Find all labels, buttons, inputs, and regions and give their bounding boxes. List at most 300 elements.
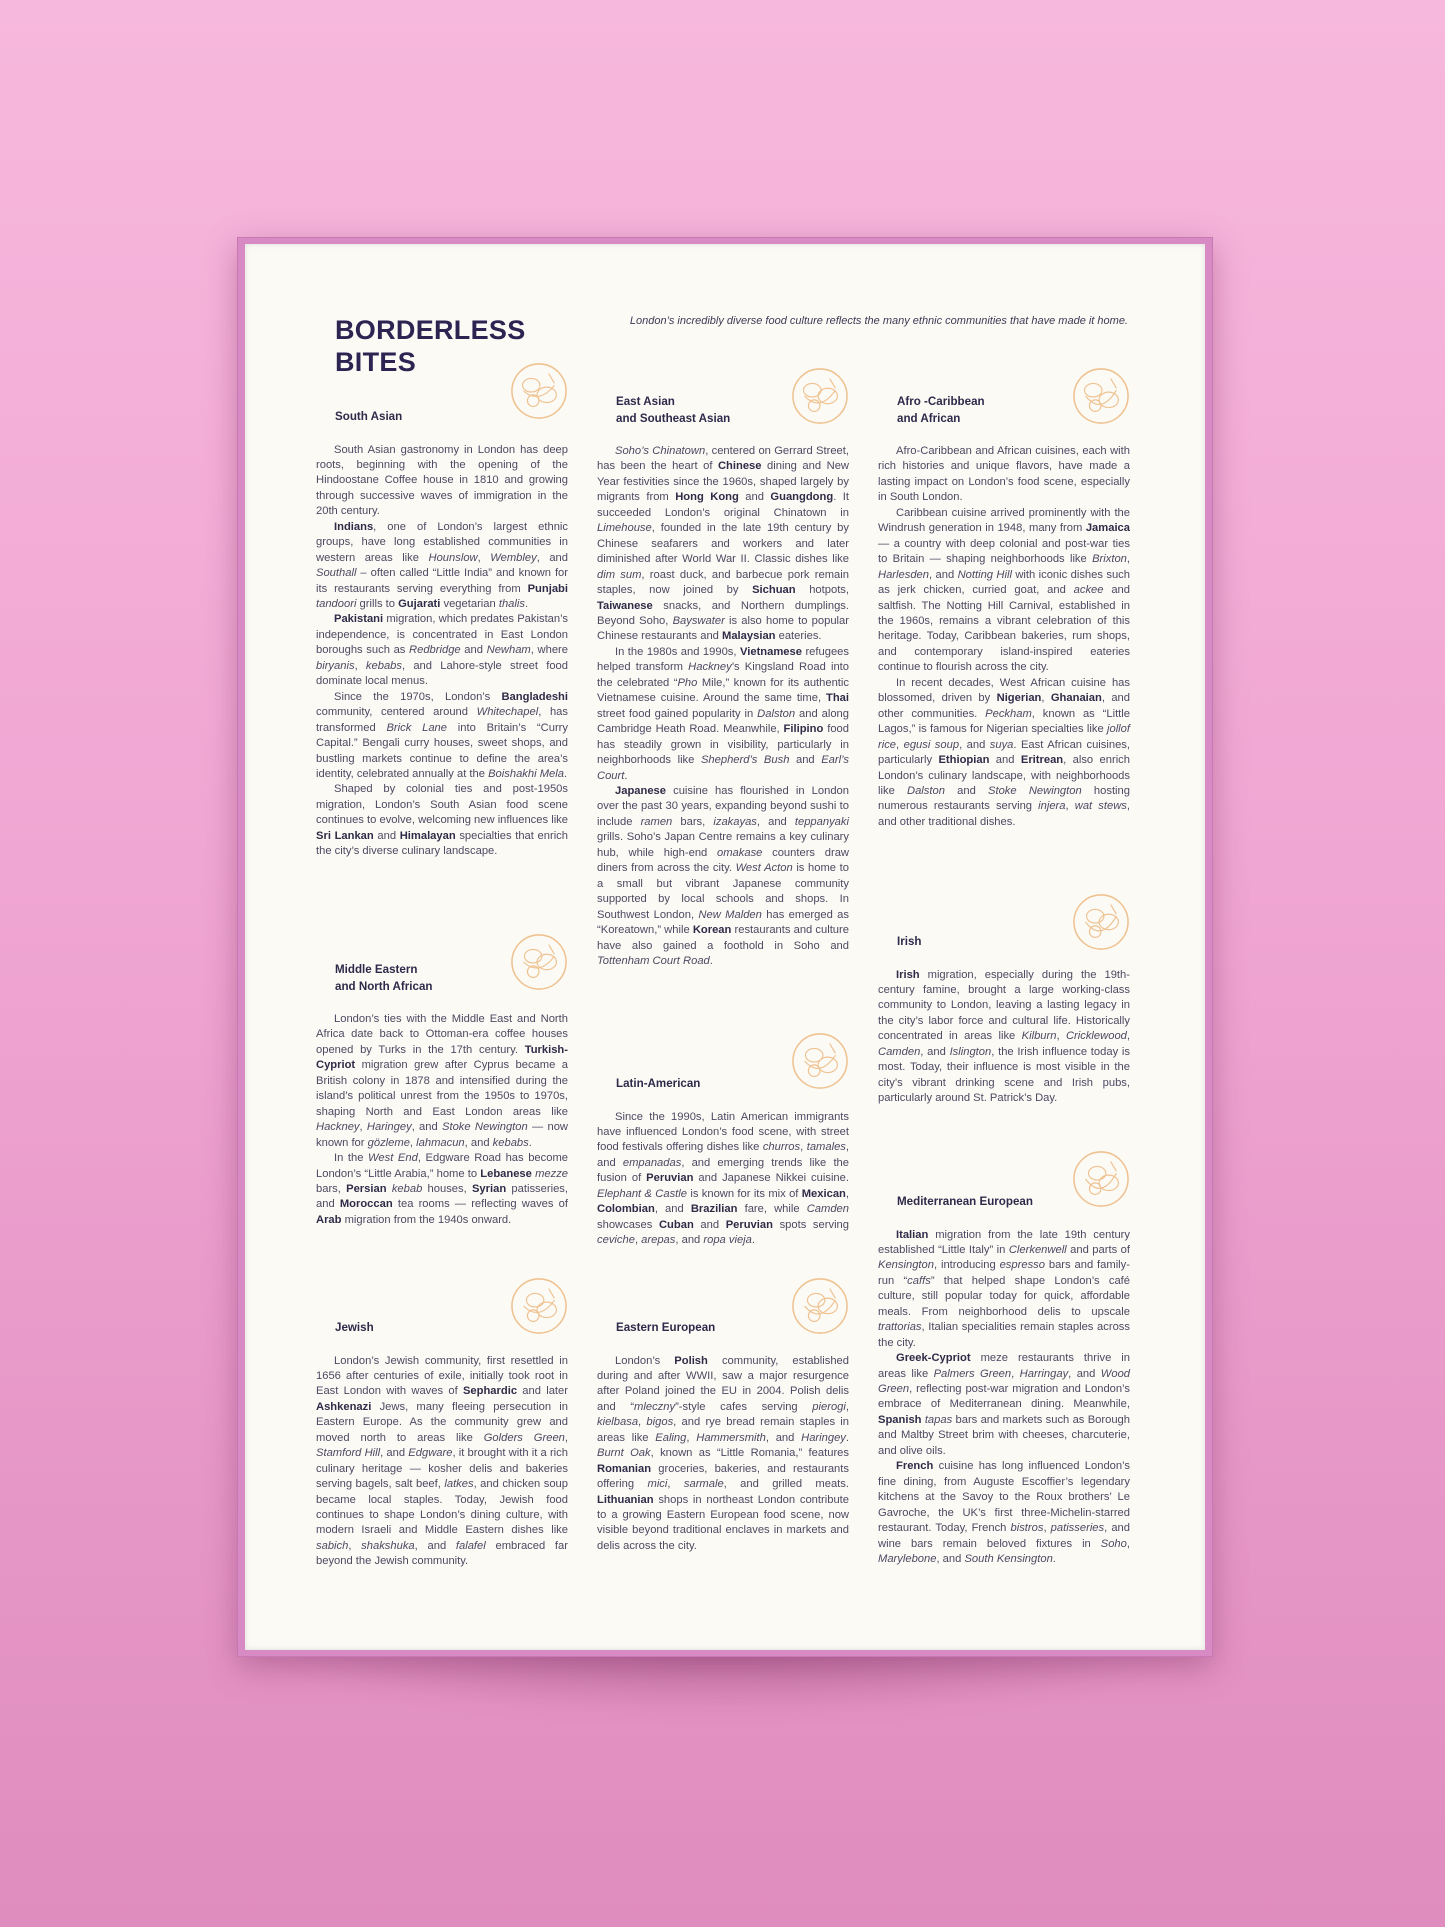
text-run: and bbox=[693, 1218, 726, 1231]
text-run: Since the 1990s, Latin American immigrants have influenced London’s food scene, with street food festivals offering dishes like bbox=[597, 1110, 849, 1154]
tacos-empanadas-icon bbox=[791, 1032, 849, 1090]
paragraph bbox=[316, 1012, 568, 1151]
section-south-asian bbox=[316, 362, 568, 860]
text-run: . bbox=[524, 598, 529, 611]
text-run: , and bbox=[959, 738, 990, 751]
italic-term: egusi soup bbox=[903, 738, 960, 751]
text-run: and parts of bbox=[1066, 1243, 1130, 1256]
italic-term: ackee bbox=[1073, 584, 1104, 597]
italic-term: Dalston bbox=[757, 707, 796, 720]
bold-term: Jamaica bbox=[1085, 522, 1130, 535]
italic-term: gözleme bbox=[367, 1136, 410, 1149]
section-heading-line: Eastern European bbox=[616, 1321, 716, 1334]
text-run: embraced far beyond the Jewish community. bbox=[316, 1539, 568, 1568]
bold-term: Korean bbox=[692, 924, 732, 937]
italic-term: sarmale bbox=[683, 1478, 724, 1491]
text-run: community, centered around bbox=[316, 706, 477, 719]
text-run: . bbox=[751, 1234, 755, 1247]
italic-term: Ealing bbox=[655, 1431, 687, 1444]
bold-term: Ethiopian bbox=[938, 754, 990, 767]
section-heading-line: South Asian bbox=[335, 410, 403, 423]
text-run: Caribbean cuisine arrived prominently with the Windrush generation in 1948, many from bbox=[878, 506, 1130, 535]
text-run: migration grew after Cyprus became a British colony in 1878 and intensified during the island’s political unrest from the 1950s to 1970s, shaping North and East London areas like bbox=[316, 1059, 568, 1118]
text-run: , and bbox=[765, 1431, 802, 1444]
section-heading-line: Latin-American bbox=[616, 1077, 701, 1090]
italic-term: Pho bbox=[677, 676, 698, 689]
paragraph bbox=[316, 1354, 568, 1570]
text-run: street food gained popularity in bbox=[597, 707, 758, 720]
text-run: and bbox=[944, 784, 989, 797]
italic-term: ropa vieja bbox=[703, 1234, 752, 1247]
italic-term: Stoke Newington bbox=[988, 784, 1082, 797]
italic-term: dim sum bbox=[597, 568, 642, 581]
bold-term: Filipino bbox=[783, 723, 824, 736]
text-run: , Italian specialities remain staples across the city. bbox=[878, 1321, 1130, 1349]
italic-term: Haringey bbox=[801, 1431, 846, 1444]
text-run: , bbox=[359, 1121, 367, 1134]
italic-term: Camden bbox=[806, 1203, 849, 1216]
text-run: , and rye bread remain staples in areas like bbox=[597, 1416, 849, 1444]
section-body bbox=[878, 1228, 1130, 1568]
text-run: cuisine has long influenced London’s fine dining, from Auguste Escoffier’s legendary kitchens at the Savoy to the Roux brothers’ Le Gavroche, the UK’s first three-Michelin-starred restaurant. Today, French bbox=[878, 1460, 1130, 1535]
section-body bbox=[597, 444, 849, 969]
text-run: , and Lahore-style street food dominate local menus. bbox=[316, 659, 568, 688]
paragraph bbox=[316, 520, 568, 613]
text-run: food has steadily grown in visibility, particularly in neighborhoods like bbox=[597, 723, 849, 767]
section-body bbox=[316, 1012, 568, 1228]
text-run: , and bbox=[936, 1553, 965, 1566]
italic-term: falafel bbox=[455, 1539, 486, 1552]
italic-term: biryanis bbox=[316, 659, 355, 672]
section-heading-line: East Asian bbox=[616, 395, 675, 408]
text-run: , introducing bbox=[933, 1259, 1000, 1272]
text-run: , bbox=[667, 1478, 684, 1491]
paragraph bbox=[597, 784, 849, 969]
italic-term: Bayswater bbox=[672, 614, 725, 627]
text-run: and Japanese Nikkei cuisine. bbox=[693, 1172, 849, 1185]
text-run: , and other traditional dishes. bbox=[878, 800, 1130, 828]
bold-term: Sri Lankan bbox=[316, 829, 374, 842]
bold-term: Sephardic bbox=[462, 1385, 518, 1398]
text-run: , bbox=[634, 1234, 642, 1247]
text-run: , and grilled meats. bbox=[723, 1478, 849, 1491]
italic-term: izakayas bbox=[713, 815, 757, 828]
italic-term: caffs bbox=[907, 1274, 931, 1287]
title-line: BORDERLESS bbox=[335, 315, 526, 345]
text-run: spots serving bbox=[772, 1218, 849, 1231]
paragraph bbox=[316, 443, 568, 520]
paragraph bbox=[316, 612, 568, 689]
text-run: , and bbox=[536, 551, 568, 564]
text-run: migration from the 1940s onward. bbox=[341, 1213, 512, 1226]
paragraph bbox=[878, 968, 1130, 1107]
text-run: London’s ties with the Middle East and North Africa date back to Ottoman-era coffee houses opened by Turks in the 17th century. bbox=[316, 1013, 568, 1056]
text-run: , and bbox=[597, 1141, 850, 1169]
bold-term: Hong Kong bbox=[675, 491, 739, 504]
italic-term: mleczny bbox=[634, 1400, 676, 1413]
italic-term: Soho bbox=[1100, 1537, 1127, 1550]
italic-term: Elephant & Castle bbox=[597, 1187, 688, 1200]
italic-term: Notting Hill bbox=[957, 568, 1012, 581]
text-run: , the Irish influence today is most. Today, their influence is most visible in the city’s vibrant drinking scene and Irish pubs, particularly around St. Patrick’s Day. bbox=[878, 1045, 1130, 1105]
text-run: , and bbox=[654, 1203, 691, 1216]
pierogi-teapot-icon bbox=[791, 1277, 849, 1335]
text-run: . It succeeded London’s original Chinatown in bbox=[597, 491, 849, 519]
italic-term: patisseries bbox=[1050, 1522, 1105, 1535]
jerk-chicken-plate-icon bbox=[1072, 367, 1130, 425]
text-run: counters draw diners from across the city. bbox=[597, 846, 849, 875]
text-run: restaurants and culture have also gained a foothold in Soho and bbox=[597, 924, 849, 952]
text-run: In the bbox=[334, 1152, 369, 1165]
text-run: , bbox=[1041, 692, 1051, 705]
section-heading-line: and African bbox=[897, 411, 961, 425]
bold-term: Irish bbox=[896, 968, 920, 981]
text-run: , bbox=[1126, 1030, 1130, 1043]
text-run: , and bbox=[414, 1539, 456, 1552]
italic-term: Whitechapel bbox=[476, 706, 539, 719]
section-afro-caribbean-african bbox=[878, 367, 1130, 830]
paragraph bbox=[878, 506, 1130, 676]
paragraph bbox=[878, 1351, 1130, 1459]
text-run: showcases bbox=[597, 1218, 659, 1231]
text-run: , bbox=[638, 1416, 647, 1429]
italic-term: thalis bbox=[498, 598, 525, 611]
text-run: , also enrich London’s culinary landscape, with neighborhoods like bbox=[878, 754, 1130, 797]
section-heading-line: Middle Eastern bbox=[335, 963, 418, 976]
italic-term: Earl’s Court bbox=[597, 754, 849, 782]
text-run: migration from the late 19th century established “Little Italy” in bbox=[878, 1228, 1130, 1256]
bold-term: Polish bbox=[674, 1354, 708, 1367]
italic-term: Camden bbox=[878, 1045, 921, 1058]
text-run: , reflecting post-war migration and London’s embrace of Mediterranean dining. Meanwhile, bbox=[878, 1383, 1130, 1411]
italic-term: Hounslow bbox=[428, 551, 478, 564]
italic-term: mezze bbox=[535, 1167, 569, 1180]
section-body bbox=[316, 443, 568, 860]
text-run: , known as “Little Romania,” features bbox=[650, 1447, 849, 1460]
beer-pint-stew-icon bbox=[1072, 893, 1130, 951]
text-run: . bbox=[1052, 1553, 1056, 1566]
italic-term: Peckham bbox=[985, 707, 1032, 720]
italic-term: bistros bbox=[1010, 1522, 1044, 1535]
italic-term: empanadas bbox=[622, 1156, 682, 1169]
text-run: , bbox=[1126, 553, 1130, 566]
poster-subtitle: London’s incredibly diverse food culture reflects the many ethnic communities that have made it home. bbox=[629, 315, 1128, 327]
italic-term: latkes bbox=[444, 1478, 474, 1491]
italic-term: Brixton bbox=[1092, 553, 1127, 566]
text-run: eateries. bbox=[775, 630, 822, 643]
text-run: Shaped by colonial ties and post-1950s migration, London’s South Asian food scene continues to evolve, welcoming new influences like bbox=[316, 783, 568, 827]
bold-term: Mexican bbox=[801, 1187, 846, 1200]
section-jewish bbox=[316, 1277, 568, 1570]
italic-term: Stoke Newington bbox=[442, 1121, 528, 1134]
italic-term: Kilburn bbox=[1021, 1030, 1057, 1043]
text-run: , and chicken soup became local staples. Today, Jewish food continues to shape London’s dining culture, with modern Israeli and Middle Eastern dishes like bbox=[316, 1478, 568, 1537]
text-run: , bbox=[1043, 1522, 1051, 1535]
section-mediterranean-european bbox=[878, 1150, 1130, 1567]
text-run: migration, which predates Pakistan’s independence, is concentrated in East London boroughs such as bbox=[316, 613, 568, 657]
bold-term: Chinese bbox=[717, 460, 762, 473]
text-run: , Edgware Road has become London’s “Little Arabia,” home to bbox=[316, 1152, 569, 1180]
bold-term: French bbox=[896, 1460, 934, 1473]
text-run: , known as “Little Lagos,” is famous for Nigerian specialties like bbox=[878, 707, 1130, 736]
section-body bbox=[597, 1110, 849, 1249]
italic-term: injera bbox=[1038, 800, 1066, 813]
section-heading-line: Mediterranean European bbox=[897, 1195, 1033, 1208]
italic-term: Limehouse bbox=[597, 522, 652, 535]
paragraph bbox=[316, 1151, 568, 1228]
text-run: and bbox=[789, 754, 822, 767]
italic-term: tapas bbox=[924, 1413, 953, 1426]
paragraph bbox=[597, 645, 849, 784]
italic-term: sabich bbox=[316, 1539, 349, 1552]
italic-term: kebabs bbox=[365, 659, 402, 672]
text-run: . bbox=[624, 769, 628, 782]
text-run: . bbox=[845, 1431, 850, 1444]
text-run: , bbox=[1056, 1030, 1066, 1043]
text-run: , bbox=[1011, 1367, 1020, 1380]
section-heading-line: Irish bbox=[897, 935, 922, 948]
text-run: groceries, bakeries, and restaurants offering bbox=[597, 1462, 849, 1491]
text-run: – often called “Little India” and known for its restaurants serving everything from bbox=[316, 567, 568, 595]
paragraph bbox=[597, 1354, 849, 1555]
italic-term: Wembley bbox=[490, 551, 537, 564]
section-body bbox=[597, 1354, 849, 1555]
text-run: . bbox=[563, 768, 568, 781]
italic-term: ceviche bbox=[597, 1234, 635, 1247]
bold-term: Taiwanese bbox=[597, 599, 653, 612]
text-run: Since the 1970s, London’s bbox=[334, 690, 502, 703]
italic-term: Harlesden bbox=[878, 568, 929, 581]
italic-term: suya bbox=[989, 738, 1014, 751]
bold-term: Peruvian bbox=[725, 1218, 773, 1231]
text-run: bars and family-run “ bbox=[878, 1259, 1130, 1287]
text-run: fare, while bbox=[737, 1203, 807, 1216]
italic-term: Newham bbox=[486, 644, 531, 657]
italic-term: Marylebone bbox=[878, 1553, 937, 1566]
text-run: and bbox=[738, 491, 771, 504]
italic-term: trattorias bbox=[878, 1321, 922, 1334]
section-heading-line: and Southeast Asian bbox=[616, 411, 731, 425]
text-run: is home to a small but vibrant Japanese community supported by local schools and shops. In Southwest London, bbox=[597, 862, 849, 921]
italic-term: jollof rice bbox=[878, 723, 1130, 751]
text-run: . East African cuisines, particularly bbox=[878, 738, 1130, 767]
text-run: , and bbox=[464, 1136, 493, 1149]
italic-term: lahmacun bbox=[416, 1136, 465, 1149]
text-run: , bbox=[354, 659, 366, 672]
italic-term: omakase bbox=[716, 846, 763, 859]
bold-term: Peruvian bbox=[646, 1172, 694, 1185]
bold-term: Eritrean bbox=[1020, 754, 1064, 767]
text-run: . bbox=[709, 954, 713, 967]
text-run: , and bbox=[380, 1447, 409, 1460]
italic-term: churros bbox=[762, 1141, 801, 1154]
paragraph bbox=[878, 444, 1130, 506]
text-run: . bbox=[528, 1136, 532, 1149]
text-run: , where bbox=[530, 644, 568, 657]
paragraph bbox=[878, 676, 1130, 831]
italic-term: West End bbox=[368, 1152, 418, 1165]
text-run: , and bbox=[920, 1045, 950, 1058]
text-run: , and other communities. bbox=[878, 692, 1130, 720]
italic-term: mici bbox=[647, 1478, 668, 1491]
bold-term: Italian bbox=[896, 1228, 929, 1241]
text-run: grills to bbox=[356, 598, 399, 611]
paragraph bbox=[597, 444, 849, 645]
text-run: vegetarian bbox=[440, 598, 499, 611]
text-run: and bbox=[989, 754, 1021, 767]
text-run: , founded in the late 19th century by Chinese seafarers and workers and later diminished after World War II. Classic dishes like bbox=[597, 522, 849, 566]
paragraph bbox=[597, 1110, 849, 1249]
text-run: ’s Kingsland Road into the celebrated “ bbox=[597, 661, 849, 689]
text-run: shops in northeast London contribute to a growing Eastern European food scene, now visible beyond traditional enclaves in markets and delis across the city. bbox=[597, 1493, 849, 1552]
bold-term: Thai bbox=[826, 692, 849, 705]
text-run: , centered on Gerrard Street, has been the heart of bbox=[597, 445, 849, 473]
italic-term: Hackney bbox=[316, 1121, 360, 1134]
title-line: BITES bbox=[335, 347, 417, 377]
text-run: Jews, many fleeing persecution in Eastern Europe. As the community grew and moved north to areas like bbox=[316, 1400, 568, 1444]
text-run: snacks, and Northern dumplings. Beyond Soho, bbox=[597, 599, 849, 627]
paragraph bbox=[316, 690, 568, 783]
text-run: into Britain’s “Curry Capital.” Bengali curry houses, sweet shops, and bustling markets continue to define the area’s identity, celebrated annually at the bbox=[316, 721, 568, 781]
text-run: , bbox=[1126, 1537, 1130, 1550]
text-run: — now known for bbox=[316, 1121, 568, 1149]
text-run: , and bbox=[929, 568, 958, 581]
italic-term: kebab bbox=[391, 1182, 423, 1195]
bold-term: Persian bbox=[346, 1182, 387, 1195]
italic-term: teppanyaki bbox=[794, 815, 849, 828]
italic-term: Redbridge bbox=[409, 644, 461, 657]
text-run: with iconic dishes such as jerk chicken, curried goat, and bbox=[878, 568, 1130, 597]
text-run: In recent decades, West African cuisine has blossomed, driven by bbox=[878, 676, 1130, 705]
italic-term: Brick Lane bbox=[386, 721, 447, 734]
text-run: , bbox=[564, 1431, 568, 1444]
pizza-pasta-icon bbox=[1072, 1150, 1130, 1208]
italic-term: ramen bbox=[640, 815, 673, 828]
text-run: refugees helped transform bbox=[597, 645, 849, 674]
bold-term: Malaysian bbox=[722, 630, 776, 643]
section-eastern-european bbox=[597, 1277, 849, 1554]
italic-term: Kensington bbox=[878, 1259, 934, 1272]
italic-term: South Kensington bbox=[964, 1553, 1053, 1566]
text-run: migration, especially during the 19th-century famine, brought a large working-class community to London, leaving a lasting legacy in the city’s labor force and cultural life. Historically concentrated in areas like bbox=[878, 968, 1130, 1043]
section-heading-line: Jewish bbox=[335, 1321, 374, 1334]
text-run: bars, bbox=[672, 815, 714, 828]
text-run: , it brought with it a rich culinary heritage — kosher delis and bakeries serving bagels, salt beef, bbox=[316, 1447, 568, 1491]
bold-term: Sichuan bbox=[752, 584, 796, 597]
text-run: hosting numerous restaurants serving bbox=[878, 784, 1130, 813]
bold-term: Brazilian bbox=[690, 1203, 738, 1216]
text-run: patisseries, and bbox=[316, 1182, 568, 1211]
italic-term: pierogi bbox=[812, 1400, 846, 1413]
italic-term: Tottenham Court Road bbox=[597, 954, 710, 967]
text-run: houses, bbox=[422, 1182, 472, 1195]
italic-term: Cricklewood bbox=[1065, 1030, 1127, 1043]
text-run: , bbox=[477, 551, 491, 564]
italic-term: Hammersmith bbox=[696, 1431, 766, 1444]
noodle-bowl-dumpling-icon bbox=[791, 367, 849, 425]
section-irish bbox=[878, 893, 1130, 1107]
text-run: meze restaurants thrive in areas like bbox=[878, 1352, 1130, 1380]
text-run: dining and New Year festivities since the 1960s, shaped largely by migrants from bbox=[597, 460, 849, 504]
text-run: , and bbox=[1068, 1367, 1101, 1380]
text-run: , and wine bars remain beloved fixtures in bbox=[878, 1522, 1130, 1550]
italic-term: tandoori bbox=[316, 598, 357, 611]
italic-term: shakshuka bbox=[361, 1539, 415, 1552]
italic-term: Islington bbox=[949, 1045, 992, 1058]
italic-term: Clerkenwell bbox=[1008, 1243, 1067, 1256]
text-run: , bbox=[845, 1187, 849, 1200]
italic-term: espresso bbox=[999, 1259, 1045, 1272]
text-run: grills. Soho’s Japan Centre remains a key culinary hub, while high-end bbox=[597, 831, 849, 859]
italic-term: Haringey bbox=[366, 1121, 412, 1134]
text-run: cuisine has flourished in London over the past 30 years, expanding beyond sushi to include bbox=[597, 784, 849, 828]
text-run: , roast duck, and barbecue pork remain staples, now joined by bbox=[597, 568, 849, 597]
bold-term: Lithuanian bbox=[597, 1493, 654, 1506]
italic-term: West Acton bbox=[735, 862, 793, 875]
italic-term: Dalston bbox=[907, 784, 945, 797]
bold-term: Guangdong bbox=[770, 491, 834, 504]
bold-term: Punjabi bbox=[527, 582, 568, 595]
italic-term: arepas bbox=[641, 1234, 676, 1247]
paragraph bbox=[316, 782, 568, 859]
italic-term: Hackney bbox=[688, 661, 732, 674]
italic-term: Golders Green bbox=[483, 1431, 565, 1444]
section-middle-eastern-north-african bbox=[316, 933, 568, 1228]
italic-term: Harringay bbox=[1019, 1367, 1069, 1380]
section-latin-american bbox=[597, 1032, 849, 1249]
bold-term: Ghanaian bbox=[1050, 692, 1102, 705]
text-run: bars, bbox=[316, 1182, 347, 1195]
section-body bbox=[316, 1354, 568, 1570]
text-run: specialties that enrich the city’s diverse culinary landscape. bbox=[316, 829, 568, 858]
bold-term: Japanese bbox=[615, 784, 666, 797]
text-run: and along Cambridge Heath Road. Meanwhile, bbox=[597, 707, 849, 736]
text-run: ”-style cafes serving bbox=[675, 1400, 813, 1413]
italic-term: Soho’s Chinatown bbox=[615, 445, 706, 457]
italic-term: Wood Green bbox=[878, 1367, 1131, 1396]
text-run: and saltfish. The Notting Hill Carnival, established in the 1960s, remains a vibrant celebration of this heritage. Today, Caribbean bakeries, rum shops, and contemporary island-inspired eateries continue to flourish across the city. bbox=[878, 584, 1130, 674]
section-east-southeast-asian bbox=[597, 367, 849, 969]
text-run: is known for its mix of bbox=[687, 1187, 802, 1200]
bold-term: Arab bbox=[316, 1213, 342, 1226]
text-run: , bbox=[896, 738, 904, 751]
italic-term: Shepherd’s Bush bbox=[700, 754, 790, 767]
text-run: London’s Jewish community, first resettled in 1656 after centuries of exile, initially took root in East London with waves of bbox=[316, 1354, 568, 1398]
bold-term: Himalayan bbox=[399, 829, 456, 842]
italic-term: Palmers Green bbox=[933, 1367, 1012, 1380]
text-run: — a country with deep colonial and post-war ties to Britain — shaping neighborhoods like bbox=[878, 537, 1130, 566]
italic-term: tamales bbox=[806, 1141, 846, 1154]
italic-term: Boishakhi Mela bbox=[488, 768, 564, 781]
italic-term: New Malden bbox=[698, 908, 762, 921]
text-run: community, established during and after WWII, saw a major resurgence after Poland joined the EU in 2004. Polish delis and “ bbox=[597, 1354, 849, 1413]
section-heading-line: Afro -Caribbean bbox=[897, 395, 985, 408]
bagel-plate-icon bbox=[510, 1277, 568, 1335]
text-run: , bbox=[348, 1539, 362, 1552]
text-run: South Asian gastronomy in London has deep roots, beginning with the opening of the Hindoostane Coffee house in 1810 and growing through successive waves of immigration in the 20th century. bbox=[316, 443, 568, 518]
text-run: , and bbox=[411, 1121, 442, 1134]
section-heading-line: and North African bbox=[335, 979, 433, 993]
text-run: and bbox=[460, 644, 487, 657]
bold-term: Gujarati bbox=[398, 598, 441, 611]
italic-term: kebabs bbox=[492, 1136, 529, 1149]
bold-term: Romanian bbox=[597, 1462, 652, 1475]
bold-term: Nigerian bbox=[996, 692, 1042, 705]
text-run: Afro-Caribbean and African cuisines, each with rich histories and unique flavors, have made a lasting impact on London’s food scene, especially in South London. bbox=[878, 445, 1130, 504]
text-run: ” that helped shape London’s café culture, still popular today for quick, affordable meals. From neighborhood delis to upscale bbox=[878, 1274, 1130, 1318]
italic-term: wat stews bbox=[1074, 800, 1127, 813]
italic-term: kielbasa bbox=[597, 1416, 639, 1429]
